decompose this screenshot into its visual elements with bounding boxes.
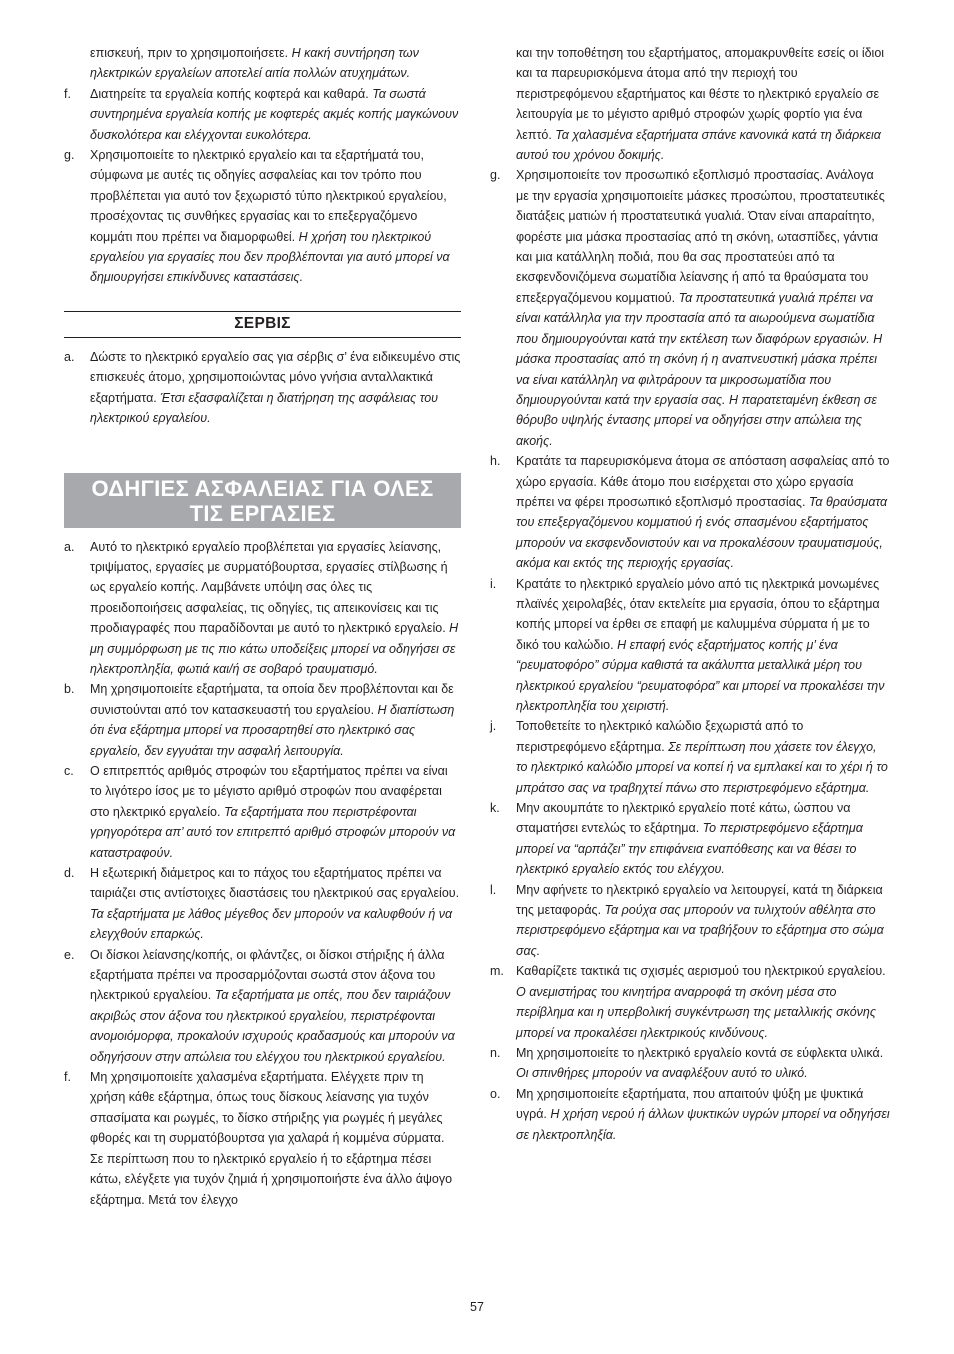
list-item	[490, 880, 890, 962]
item-letter: i.	[490, 576, 497, 591]
item-text	[90, 84, 461, 145]
item-text	[90, 1067, 461, 1210]
item-text	[90, 537, 461, 680]
text: Μην ακουμπάτε το ηλεκτρικό εργαλείο ποτέ κάτω, ώσπου να σταματήσει εντελώς το εξάρτημα.	[516, 801, 851, 836]
item-text	[516, 574, 890, 717]
item-letter: h.	[490, 454, 501, 469]
text: Τοποθετείτε το ηλεκτρικό καλώδιο ξεχωριστά από το περιστρεφόμενο εξάρτημα.	[516, 719, 804, 754]
italic-text: Τα προστατευτικά γυαλιά πρέπει να είναι κατάλληλα για την προστασία από τα αιωρούμενα σωματίδια που δημιουργούνται κατά την εκτέλεση των διαφόρων εργασιών. Η μάσκα προστασίας από τη σκόνη ή η αναπνευστική μάσκα πρέπει να είναι κατάλληλη να φιλτράρουν τα μικροσωματίδια που δημιουργούνται κατά την εργασία σας. Η παρατεταμένη έκθεση σε θόρυβο υψηλής έντασης μπορεί να οδηγήσει στην απώλεια της ακοής.	[516, 290, 883, 448]
item-text	[90, 347, 461, 429]
italic-text: Τα εξαρτήματα με οπές, που δεν ταιριάζουν ακριβώς στον άξονα του ηλεκτρικού εργαλείου, περιστρέφονται ανομοιόμορφα, προκαλούν ισχυρούς κραδασμούς και μπορούν να οδηγήσουν στην απώλεια του ελέγχου του ηλεκτρικού εργαλείου.	[90, 988, 455, 1064]
italic-text: Τα ρούχα σας μπορούν να τυλιχτούν αθέλητα στο περιστρεφόμενο εξάρτημα και να τραβήξουν το εξάρτημα στο σώμα σας.	[516, 903, 884, 958]
text: Καθαρίζετε τακτικά τις σχισμές αερισμού του ηλεκτρικού εργαλείου.	[516, 964, 886, 979]
text: Χρησιμοποιείτε το ηλεκτρικό εργαλείο και τα εξαρτήματά του, σύμφωνα με αυτές τις οδηγίες ασφαλείας και τον τρόπο που προβλέπεται για αυτό τον ξεχωριστό τύπο ηλεκτρικού εργαλείου, προσέχοντας τις συνθήκες εργασίας και το επεξεργαζόμενο κομμάτι που πρέπει να διαμορφωθεί.	[90, 148, 447, 244]
item-letter: g.	[490, 168, 501, 183]
italic-text: Η χρήση του ηλεκτρικού εργαλείου για εργασίες που δεν προβλέπονται για αυτό μπορεί να δημιουργήσει επικίνδυνες καταστάσεις.	[90, 229, 450, 285]
text: Δώστε το ηλεκτρικό εργαλείο σας για σέρβις σ’ ένα ειδικευμένο στις επισκευές άτομο, χρησιμοποιώντας μόνο γνήσια ανταλλακτικά εξαρτήματα.	[90, 349, 461, 405]
item-letter: n.	[490, 1045, 501, 1060]
item-text	[90, 945, 461, 1067]
item-letter: f.	[64, 1070, 71, 1085]
item-letter: a.	[64, 539, 75, 554]
italic-text: Η διαπίστωση ότι ένα εξάρτημα μπορεί να προσαρτηθεί στο ηλεκτρικό σας εργαλείο, δεν εγγυάται την ασφαλή λειτουργία.	[90, 702, 455, 758]
text: Μη χρησιμοποιείτε εξαρτήματα, τα οποία δεν προβλέπονται και δε συνιστούνται από τον κατασκευαστή του εργαλείου.	[90, 682, 454, 717]
list-item	[490, 1043, 890, 1084]
item-letter: a.	[64, 349, 75, 364]
item-text	[516, 798, 890, 880]
list-item	[64, 679, 461, 761]
item-letter: c.	[64, 763, 74, 778]
list-item	[64, 863, 461, 945]
text: Ο επιτρεπτός αριθμός στροφών του εξαρτήματος πρέπει να είναι το λιγότερο ίσος με το μέγιστο αριθμό στροφών που αναφέρεται στο ηλεκτρικό εργαλείο.	[90, 763, 448, 819]
item-text	[90, 679, 461, 761]
list-item	[490, 798, 890, 880]
text: Διατηρείτε τα εργαλεία κοπής κοφτερά και καθαρά.	[90, 86, 373, 101]
text: Κρατάτε το ηλεκτρικό εργαλείο μόνο από τις ηλεκτρικά μονωμένες πλαϊνές χειρολαβές, όταν εκτελείτε μια εργασία, όπου το εξάρτημα κοπής μπορεί να έρθει σε επαφή με καλυμμένα σύρματα ή με το δικό του καλώδιο.	[516, 576, 880, 652]
italic-text: Η μη συμμόρφωση με τις πιο κάτω υποδείξεις μπορεί να οδηγήσει σε ηλεκτροπληξία, φωτιά και/ή σε σοβαρό τραυματισμό.	[90, 621, 459, 676]
item-text	[516, 451, 890, 573]
italic-text: Ο ανεμιστήρας του κινητήρα αναρροφά τη σκόνη μέσα στο περίβλημα και η υπερβολική συγκέντρωση της μεταλλικής σκόνης μπορεί να προκαλέσει ηλεκτρικούς κινδύνους.	[516, 984, 876, 1040]
item-letter: f.	[64, 86, 71, 101]
item-text	[516, 961, 890, 1043]
italic-text: Έτσι εξασφαλίζεται η διατήρηση της ασφάλειας του ηλεκτρικού εργαλείου.	[90, 390, 439, 426]
item-letter: g.	[64, 148, 75, 163]
italic-text: Σε περίπτωση που χάσετε τον έλεγχο, το ηλεκτρικό καλώδιο μπορεί να κοπεί ή να εμπλακεί και το χέρι ή το μπράτσο σας να τραβηχτεί πάνω στο περιστρεφόμενο εξάρτημα.	[516, 739, 888, 795]
italic-text: Τα χαλασμένα εξαρτήματα σπάνε κανονικά κατά τη διάρκεια αυτού του χρόνου δοκιμής.	[516, 127, 881, 163]
item-text	[516, 1084, 890, 1145]
list-item	[64, 761, 461, 863]
item-text	[90, 145, 461, 288]
item-text	[90, 761, 461, 863]
item-letter: e.	[64, 947, 75, 962]
text: Χρησιμοποιείτε τον προσωπικό εξοπλισμό προστασίας. Ανάλογα με την εργασία χρησιμοποιείτε μάσκες προσώπου, προστατευτικές διατάξεις ματιών ή προστατευτικά γυαλιά. Όταν είναι απαραίτητο, φορέστε μια μάσκα προστασίας από τη σκόνη, ωτασπίδες, γάντια και μια κατάλληλη ποδιά, που θα σας προστατεύει από τα εκσφενδονιζόμενα σωματίδια λείανσης ή από τα θραύσματα του επεξεργαζόμενου κομματιού.	[516, 168, 885, 305]
italic-text: Τα θραύσματα του επεξεργαζόμενου κομματιού ή ενός σπασμένου εξαρτήματος μπορούν να εκσφενδονιστούν και να προκαλέσουν τραυματισμούς, ακόμα και εκτός της περιοχής εργασίας.	[516, 494, 888, 571]
italic-text: Το περιστρεφόμενο εξάρτημα μπορεί να “αρπάζει” την επιφάνεια εναπόθεσης και να θέσει το ηλεκτρικό εργαλείο εκτός του ελέγχου.	[516, 821, 863, 877]
continued-paragraph	[64, 43, 461, 84]
list-item	[490, 1084, 890, 1145]
list-item	[490, 574, 890, 717]
italic-text: Η κακή συντήρηση των ηλεκτρικών εργαλείων αποτελεί αιτία πολλών ατυχημάτων.	[90, 46, 419, 81]
list-item	[64, 145, 461, 288]
item-letter: o.	[490, 1086, 501, 1101]
text: Κρατάτε τα παρευρισκόμενα άτομα σε απόσταση ασφαλείας από το χώρο εργασία. Κάθε άτομο που εισέρχεται στο χώρο εργασία πρέπει να φέρει προσωπικό εξοπλισμό προστασίας.	[516, 454, 890, 509]
text: Μη χρησιμοποιείτε το ηλεκτρικό εργαλείο κοντά σε εύφλεκτα υλικά.	[516, 1045, 884, 1060]
list-item	[64, 84, 461, 145]
banner-line: ΟΔΗΓΙΕΣ ΑΣΦΑΛΕΙΑΣ ΓΙΑ ΟΛΕΣ	[91, 475, 434, 501]
list-item	[490, 451, 890, 573]
item-letter: b.	[64, 682, 75, 697]
item-text	[516, 880, 890, 962]
continued-paragraph	[490, 43, 890, 165]
item-text	[90, 863, 461, 945]
italic-text: Οι σπινθήρες μπορούν να αναφλέξουν αυτό το υλικό.	[516, 1066, 808, 1081]
page-number: 57	[470, 1300, 484, 1314]
service-heading: ΣΕΡΒΙΣ	[64, 311, 461, 338]
text: Αυτό το ηλεκτρικό εργαλείο προβλέπεται για εργασίες λείανσης, τριψίματος, εργασίες με συρματόβουρτσα, εργασίες στίλβωσης ή ως εργαλείο κοπής. Λαμβάνετε υπόψη σας όλες τις προειδοποιήσεις ασφαλείας, τις οδηγίες, τις απεικονίσεις και τις προδιαγραφές που παραδίδονται με αυτό το ηλεκτρικό εργαλείο.	[90, 539, 450, 636]
list-item	[64, 1067, 461, 1210]
italic-text: Τα σωστά συντηρημένα εργαλεία κοπής με κοφτερές ακμές κοπής μαγκώνουν δυσκολότερα και ελέγχονται ευκολότερα.	[90, 86, 459, 142]
list-item	[64, 945, 461, 1067]
list-item	[490, 165, 890, 451]
item-letter: d.	[64, 866, 75, 880]
text: Μην αφήνετε το ηλεκτρικό εργαλείο να λειτουργεί, κατά τη διάρκεια της μεταφοράς.	[516, 882, 883, 918]
item-letter: l.	[490, 882, 497, 897]
list-item	[64, 347, 461, 429]
section-banner	[64, 473, 461, 528]
list-item	[490, 716, 890, 798]
list-item	[490, 961, 890, 1043]
text: Η εξωτερική διάμετρος και το πάχος του εξαρτήματος πρέπει να ταιριάζει στις αντίστοιχες διαστάσεις του ηλεκτρικού σας εργαλείου.	[90, 866, 460, 901]
italic-text: Τα εξαρτήματα με λάθος μέγεθος δεν μπορούν να καλυφθούν ή να ελεγχθούν επαρκώς.	[90, 906, 453, 942]
text: Μη χρησιμοποιείτε εξαρτήματα, που απαιτούν ψύξη με ψυκτικά υγρά.	[516, 1086, 864, 1122]
right-column	[490, 43, 890, 1145]
item-text	[516, 716, 890, 798]
text: Οι δίσκοι λείανσης/κοπής, οι φλάντζες, οι δίσκοι στήριξης ή άλλα εξαρτήματα πρέπει να προσαρμόζονται σωστά στον άξονα του ηλεκτρικού εργαλείου.	[90, 947, 445, 1003]
italic-text: Η χρήση νερού ή άλλων ψυκτικών υγρών μπορεί να οδηγήσει σε ηλεκτροπληξία.	[516, 1107, 890, 1142]
banner-line: ΤΙΣ ΕΡΓΑΣΙΕΣ	[189, 500, 336, 526]
item-text	[516, 165, 890, 451]
list-item	[64, 537, 461, 680]
item-letter: j.	[490, 719, 497, 734]
item-letter: k.	[490, 801, 500, 816]
left-column	[64, 43, 461, 1210]
text: και την τοποθέτηση του εξαρτήματος, απομακρυνθείτε εσείς οι ίδιοι και τα παρευρισκόμενα άτομα από την περιοχή του περιστρεφόμενου εξαρτήματος και θέστε το ηλεκτρικό εργαλείο σε λειτουργία με το μέγιστο αριθμό στροφών χωρίς φορτίο για ένα λεπτό.	[516, 46, 885, 142]
text: επισκευή, πριν το χρησιμοποιήσετε.	[90, 46, 292, 60]
item-letter: m.	[490, 964, 504, 979]
item-text	[516, 1043, 890, 1084]
text: Μη χρησιμοποιείτε χαλασμένα εξαρτήματα. Ελέγχετε πριν τη χρήση κάθε εξάρτημα, όπως τους δίσκους λείανσης για τυχόν σπασίματα και ρωγμές, το δίσκο στήριξης για ρωγμές ή μεγάλες φθορές και τη συρματόβουρτσα για χαλαρά ή κομμένα σύρματα. Σε περίπτωση που το ηλεκτρικό εργαλείο ή το εξάρτημα πέσει κάτω, ελέγξετε για τυχόν ζημιά ή χρησιμοποιήστε ένα άλλο άψογο εξάρτημα. Μετά τον έλεγχο	[90, 1070, 453, 1207]
italic-text: Τα εξαρτήματα που περιστρέφονται γρηγορότερα απ’ αυτό τον επιτρεπτό αριθμό στροφών μπορούν να καταστραφούν.	[90, 804, 456, 860]
italic-text: Η επαφή ενός εξαρτήματος κοπής μ’ ένα “ρευματοφόρο” σύρμα καθιστά τα ακάλυπτα μεταλλικά μέρη του ηλεκτρικού εργαλείου “ρευματοφόρα” και μπορεί να προκαλέσει την ηλεκτροπληξία του χειριστή.	[516, 637, 885, 713]
